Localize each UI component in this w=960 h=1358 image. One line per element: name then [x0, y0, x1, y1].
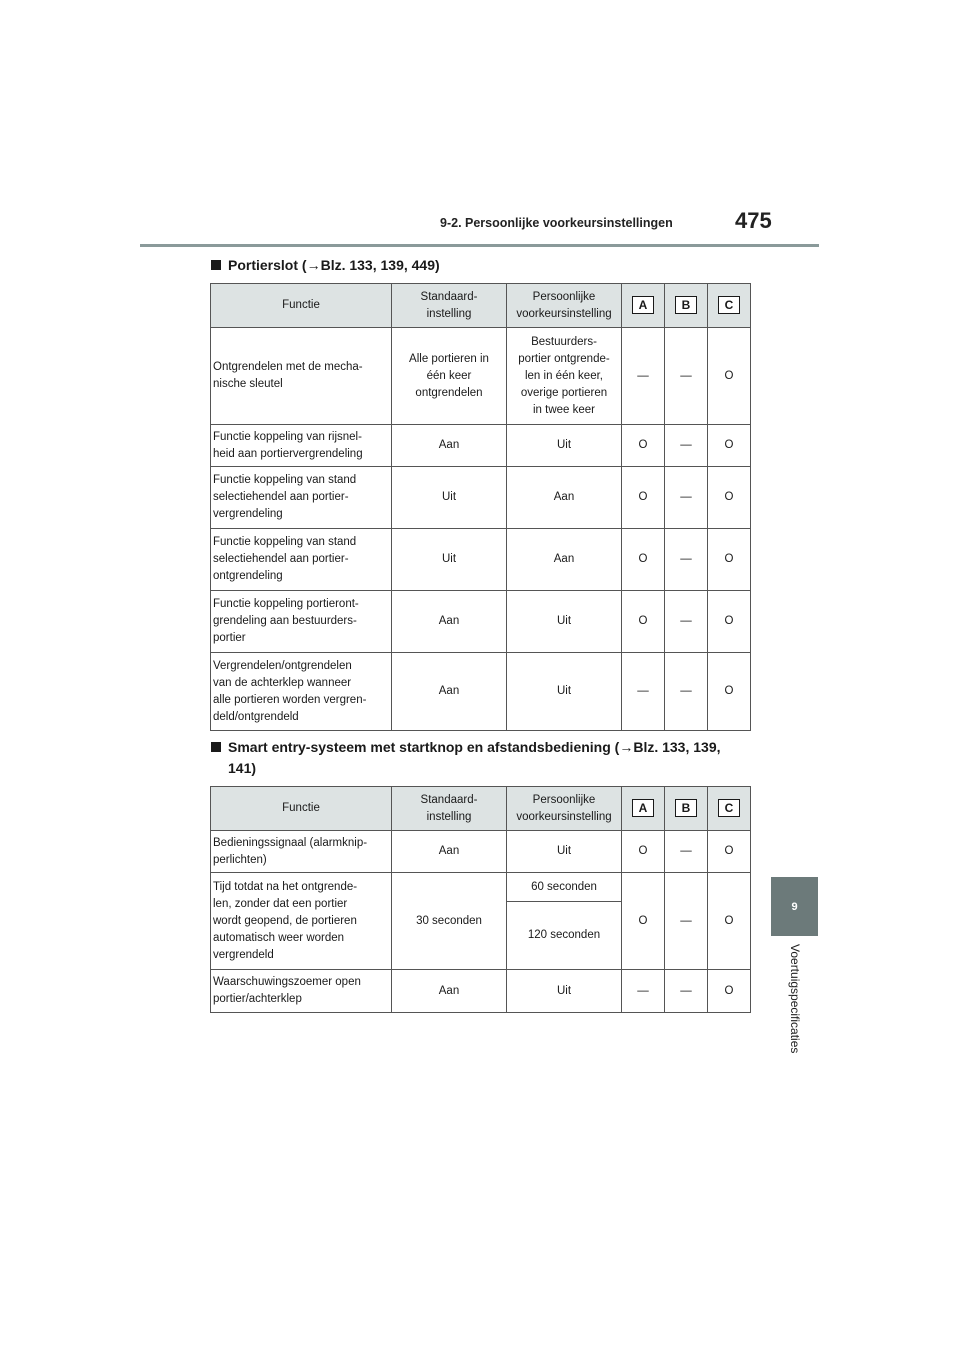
table-row	[211, 873, 751, 970]
column-header-b	[665, 787, 708, 831]
cell-c: O	[708, 529, 751, 591]
cell-custom: Bestuurders- portier ontgrende- len in één keer, overige portieren in twee keer	[507, 328, 622, 425]
cell-c: O	[708, 970, 751, 1013]
cell-a: O	[622, 831, 665, 873]
column-header-function: Functie	[211, 284, 392, 328]
letter-c-box: C	[718, 799, 740, 817]
cell-a: —	[622, 970, 665, 1013]
cell-a: O	[622, 591, 665, 653]
cell-a: O	[622, 873, 665, 970]
cell-b: —	[665, 467, 708, 529]
table-header-row	[211, 787, 751, 831]
section-title-portierslot	[211, 255, 751, 276]
column-header-c	[708, 787, 751, 831]
cell-function: Functie koppeling van stand selectiehendel aan portier- ontgrendeling	[211, 529, 392, 591]
arrow-icon: →	[619, 739, 634, 755]
chapter-tab	[771, 877, 818, 936]
cell-default: Aan	[392, 591, 507, 653]
cell-b: —	[665, 529, 708, 591]
cell-c: O	[708, 831, 751, 873]
cell-c: O	[708, 873, 751, 970]
section-title-text: Smart entry-systeem met startknop en afstandsbediening (	[228, 739, 620, 755]
cell-function: Functie koppeling van rijsnel- heid aan portiervergrendeling	[211, 425, 392, 467]
table-row	[211, 653, 751, 731]
cell-function: Bedieningssignaal (alarmknip- perlichten)	[211, 831, 392, 873]
option-120-seconds: 120 seconden	[527, 929, 601, 941]
cell-b: —	[665, 970, 708, 1013]
cell-b: —	[665, 873, 708, 970]
cell-b: —	[665, 653, 708, 731]
cell-default: Aan	[392, 425, 507, 467]
cell-c: O	[708, 425, 751, 467]
cell-custom: Uit	[507, 425, 622, 467]
square-bullet-icon	[211, 742, 221, 752]
cell-default: Aan	[392, 653, 507, 731]
column-header-a	[622, 284, 665, 328]
letter-a-box: A	[632, 296, 654, 314]
table-row	[211, 467, 751, 529]
cell-c: O	[708, 653, 751, 731]
page-number: 475	[735, 208, 772, 233]
table-row	[211, 425, 751, 467]
cell-function: Ontgrendelen met de mecha- nische sleutel	[211, 328, 392, 425]
cell-default: Aan	[392, 831, 507, 873]
table-row	[211, 591, 751, 653]
letter-b-box: B	[675, 799, 697, 817]
table-header-row	[211, 284, 751, 328]
table-row	[211, 328, 751, 425]
arrow-icon: →	[306, 257, 321, 273]
header-rule	[140, 244, 819, 247]
column-header-c	[708, 284, 751, 328]
cell-a: O	[622, 467, 665, 529]
cell-custom: Uit	[507, 831, 622, 873]
table-row	[211, 831, 751, 873]
cell-default: Uit	[392, 467, 507, 529]
column-header-default: Standaard- instelling	[392, 284, 507, 328]
cell-function: Waarschuwingszoemer open portier/achterklep	[211, 970, 392, 1013]
cell-custom: Aan	[507, 529, 622, 591]
cell-a: —	[622, 653, 665, 731]
cell-a: O	[622, 425, 665, 467]
section-title-text: Portierslot (	[228, 257, 307, 273]
cell-b: —	[665, 328, 708, 425]
cell-custom: Uit	[507, 970, 622, 1013]
column-header-function: Functie	[211, 787, 392, 831]
cell-c: O	[708, 467, 751, 529]
column-header-b	[665, 284, 708, 328]
smart-entry-table	[210, 786, 751, 1013]
cell-b: —	[665, 425, 708, 467]
option-60-seconds: 60 seconden	[507, 873, 621, 902]
column-header-custom: Persoonlijke voorkeursinstelling	[507, 787, 622, 831]
cell-default: 30 seconden	[392, 873, 507, 970]
cell-a: —	[622, 328, 665, 425]
cell-default: Aan	[392, 970, 507, 1013]
running-header-title: 9-2. Persoonlijke voorkeursinstellingen	[440, 216, 673, 230]
cell-custom-options	[507, 873, 622, 970]
cell-function: Functie koppeling van stand selectiehendel aan portier- vergrendeling	[211, 467, 392, 529]
cell-custom: Uit	[507, 653, 622, 731]
cell-default: Alle portieren in één keer ontgrendelen	[392, 328, 507, 425]
cell-c: O	[708, 328, 751, 425]
cell-function: Functie koppeling portieront- grendeling aan bestuurders- portier	[211, 591, 392, 653]
cell-b: —	[665, 831, 708, 873]
square-bullet-icon	[211, 260, 221, 270]
column-header-default: Standaard- instelling	[392, 787, 507, 831]
letter-a-box: A	[632, 799, 654, 817]
cell-c: O	[708, 591, 751, 653]
section-title-ref: Blz. 133, 139, 141)	[228, 739, 721, 776]
cell-a: O	[622, 529, 665, 591]
column-header-custom: Persoonlijke voorkeursinstelling	[507, 284, 622, 328]
table-row	[211, 970, 751, 1013]
chapter-label: Voertuigspecificaties	[788, 944, 802, 1054]
cell-function: Vergrendelen/ontgrendelen van de achterklep wanneer alle portieren worden vergren- deld/ontgrendeld	[211, 653, 392, 731]
cell-b: —	[665, 591, 708, 653]
cell-default: Uit	[392, 529, 507, 591]
cell-custom: Aan	[507, 467, 622, 529]
portierslot-table	[210, 283, 751, 731]
table-row	[211, 529, 751, 591]
letter-c-box: C	[718, 296, 740, 314]
column-header-a	[622, 787, 665, 831]
section-title-smart-entry	[211, 737, 751, 779]
cell-custom: Uit	[507, 591, 622, 653]
chapter-number: 9	[791, 900, 798, 913]
cell-function: Tijd totdat na het ontgrende- len, zonder dat een portier wordt geopend, de portieren automatisch weer worden vergrendeld	[211, 873, 392, 970]
letter-b-box: B	[675, 296, 697, 314]
section-title-ref: Blz. 133, 139, 449)	[320, 257, 440, 273]
